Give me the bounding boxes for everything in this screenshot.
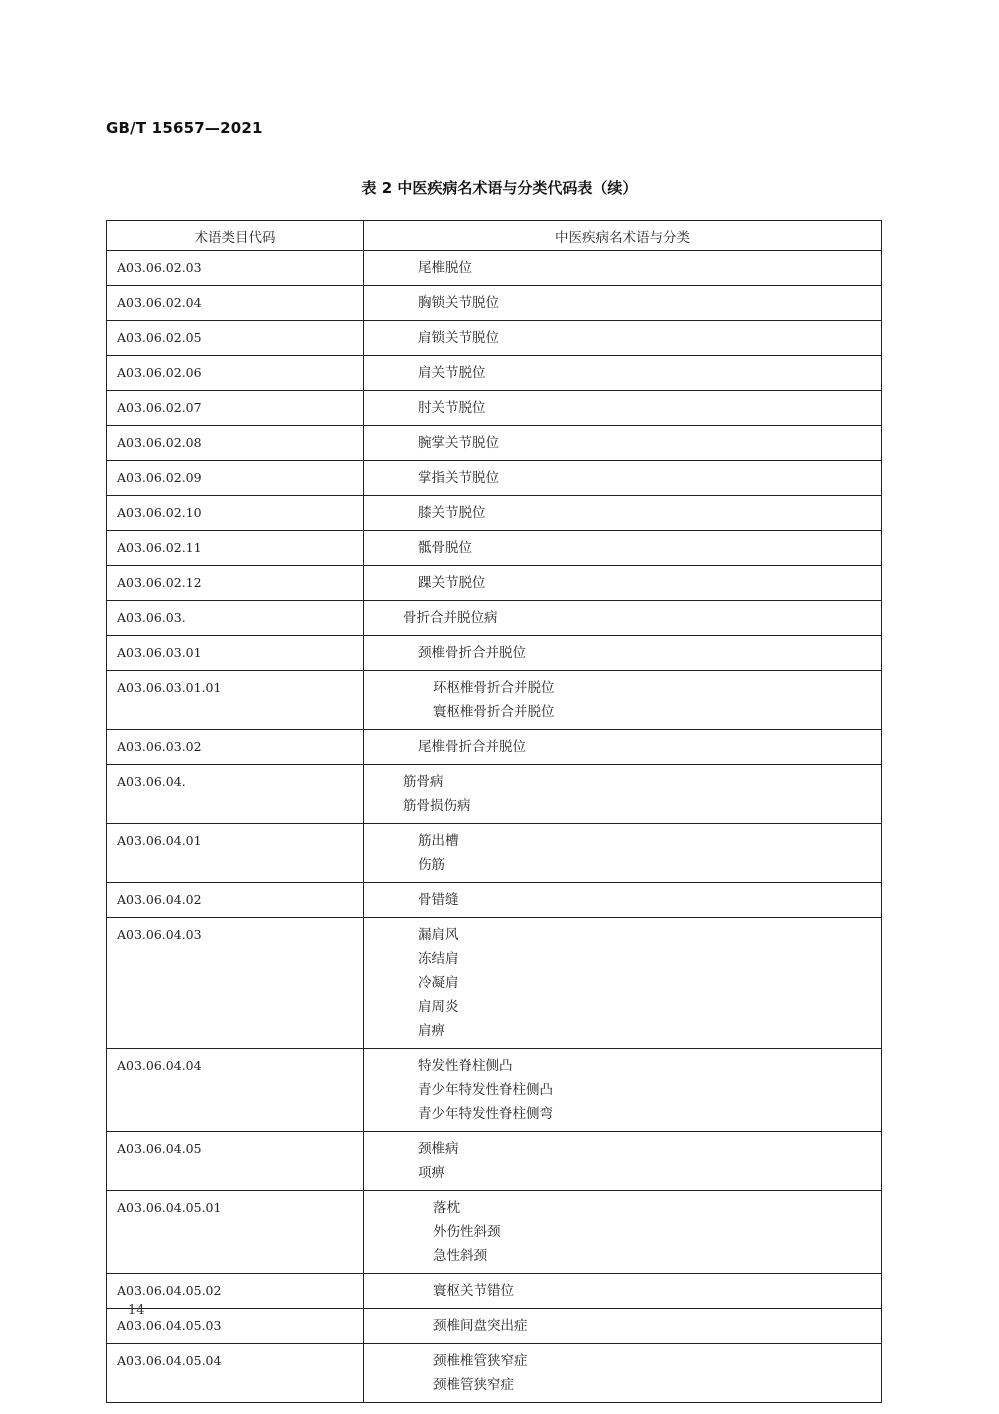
term-code-cell: A03.06.03.01.01	[107, 671, 364, 730]
term-code-cell: A03.06.04.05.01	[107, 1191, 364, 1274]
term-code-cell: A03.06.02.11	[107, 531, 364, 566]
term-name: 胸锁关节脱位	[418, 295, 499, 311]
term-code-cell: A03.06.02.04	[107, 286, 364, 321]
table-row	[107, 636, 882, 671]
term-name: 膝关节脱位	[418, 505, 486, 521]
term-names-cell	[364, 883, 882, 918]
term-code-cell: A03.06.03.01	[107, 636, 364, 671]
term-code-cell: A03.06.04.01	[107, 824, 364, 883]
term-names-cell	[364, 566, 882, 601]
term-code-cell: A03.06.04.05	[107, 1132, 364, 1191]
term-name: 特发性脊柱侧凸	[418, 1058, 513, 1074]
table-body	[107, 251, 882, 1403]
table-row	[107, 566, 882, 601]
term-name: 骶骨脱位	[418, 540, 472, 556]
term-names-cell	[364, 918, 882, 1049]
term-name: 筋骨病	[403, 774, 444, 790]
term-name: 肘关节脱位	[418, 400, 486, 416]
term-name: 漏肩风	[418, 927, 459, 943]
term-code-cell: A03.06.04.03	[107, 918, 364, 1049]
term-name: 冷凝肩	[418, 975, 459, 991]
term-code-cell: A03.06.02.07	[107, 391, 364, 426]
page-number: 14	[128, 1303, 145, 1318]
table-row	[107, 251, 882, 286]
term-names-cell	[364, 496, 882, 531]
term-name: 项痹	[418, 1165, 445, 1181]
term-code-cell: A03.06.04.05.04	[107, 1344, 364, 1403]
term-name: 急性斜颈	[433, 1248, 487, 1264]
term-code-cell: A03.06.04.02	[107, 883, 364, 918]
term-name: 腕掌关节脱位	[418, 435, 499, 451]
table-row	[107, 601, 882, 636]
term-name: 伤筋	[418, 857, 445, 873]
term-code-cell: A03.06.02.09	[107, 461, 364, 496]
term-names-cell	[364, 601, 882, 636]
term-name: 颈椎间盘突出症	[433, 1318, 528, 1334]
column-header-code: 术语类目代码	[107, 221, 364, 251]
table-row	[107, 1309, 882, 1344]
term-code-cell: A03.06.04.04	[107, 1049, 364, 1132]
term-name: 青少年特发性脊柱侧凸	[418, 1082, 553, 1098]
table-row	[107, 531, 882, 566]
term-name: 肩痹	[418, 1023, 445, 1039]
term-names-cell	[364, 391, 882, 426]
table-row	[107, 496, 882, 531]
table-row	[107, 671, 882, 730]
table-row	[107, 1191, 882, 1274]
table-row	[107, 426, 882, 461]
term-name: 肩关节脱位	[418, 365, 486, 381]
term-names-cell	[364, 356, 882, 391]
table-row	[107, 883, 882, 918]
term-names-cell	[364, 286, 882, 321]
table-row	[107, 824, 882, 883]
term-names-cell	[364, 1049, 882, 1132]
table-row	[107, 1132, 882, 1191]
term-code-cell: A03.06.04.05.02	[107, 1274, 364, 1309]
term-names-cell	[364, 321, 882, 356]
term-name: 肩锁关节脱位	[418, 330, 499, 346]
term-name: 冻结肩	[418, 951, 459, 967]
term-name: 颈椎管狭窄症	[433, 1377, 514, 1393]
term-name: 外伤性斜颈	[433, 1224, 501, 1240]
term-names-cell	[364, 1132, 882, 1191]
term-name: 筋出槽	[418, 833, 459, 849]
term-code-cell: A03.06.03.	[107, 601, 364, 636]
term-code-cell: A03.06.03.02	[107, 730, 364, 765]
term-names-cell	[364, 251, 882, 286]
term-code-cell: A03.06.02.10	[107, 496, 364, 531]
term-name: 肩周炎	[418, 999, 459, 1015]
term-code-cell: A03.06.02.08	[107, 426, 364, 461]
term-name: 掌指关节脱位	[418, 470, 499, 486]
term-name: 环枢椎骨折合并脱位	[433, 680, 555, 696]
term-name: 颈椎骨折合并脱位	[418, 645, 526, 661]
term-code-cell: A03.06.02.12	[107, 566, 364, 601]
term-name: 寰枢关节错位	[433, 1283, 514, 1299]
term-name: 尾椎骨折合并脱位	[418, 739, 526, 755]
table-row	[107, 461, 882, 496]
term-name: 颈椎病	[418, 1141, 459, 1157]
term-names-cell	[364, 824, 882, 883]
table-row	[107, 1344, 882, 1403]
term-names-cell	[364, 531, 882, 566]
term-names-cell	[364, 730, 882, 765]
term-names-cell	[364, 1344, 882, 1403]
table-row	[107, 321, 882, 356]
term-code-cell: A03.06.02.05	[107, 321, 364, 356]
table-header-row	[107, 221, 882, 251]
term-name: 骨错缝	[418, 892, 459, 908]
term-name: 踝关节脱位	[418, 575, 486, 591]
term-names-cell	[364, 426, 882, 461]
term-name: 颈椎椎管狭窄症	[433, 1353, 528, 1369]
table-row	[107, 765, 882, 824]
column-header-term: 中医疾病名术语与分类	[364, 221, 882, 251]
term-name: 寰枢椎骨折合并脱位	[433, 704, 555, 720]
table-row	[107, 1049, 882, 1132]
term-name: 骨折合并脱位病	[403, 610, 498, 626]
standard-code: GB/T 15657—2021	[106, 119, 263, 137]
term-names-cell	[364, 765, 882, 824]
term-names-cell	[364, 1309, 882, 1344]
term-names-cell	[364, 461, 882, 496]
table-row	[107, 918, 882, 1049]
term-code-cell: A03.06.02.06	[107, 356, 364, 391]
term-name: 青少年特发性脊柱侧弯	[418, 1106, 553, 1122]
term-code-cell: A03.06.02.03	[107, 251, 364, 286]
term-code-cell: A03.06.04.05.03	[107, 1309, 364, 1344]
term-name: 落枕	[433, 1200, 460, 1216]
term-code-cell: A03.06.04.	[107, 765, 364, 824]
table-row	[107, 1274, 882, 1309]
table-title: 表 2 中医疾病名术语与分类代码表（续）	[361, 179, 638, 197]
term-name: 尾椎脱位	[418, 260, 472, 276]
terminology-table	[106, 220, 882, 1403]
table-row	[107, 730, 882, 765]
term-name: 筋骨损伤病	[403, 798, 471, 814]
table-row	[107, 391, 882, 426]
table-row	[107, 286, 882, 321]
term-names-cell	[364, 636, 882, 671]
table-row	[107, 356, 882, 391]
term-names-cell	[364, 671, 882, 730]
term-names-cell	[364, 1191, 882, 1274]
term-names-cell	[364, 1274, 882, 1309]
